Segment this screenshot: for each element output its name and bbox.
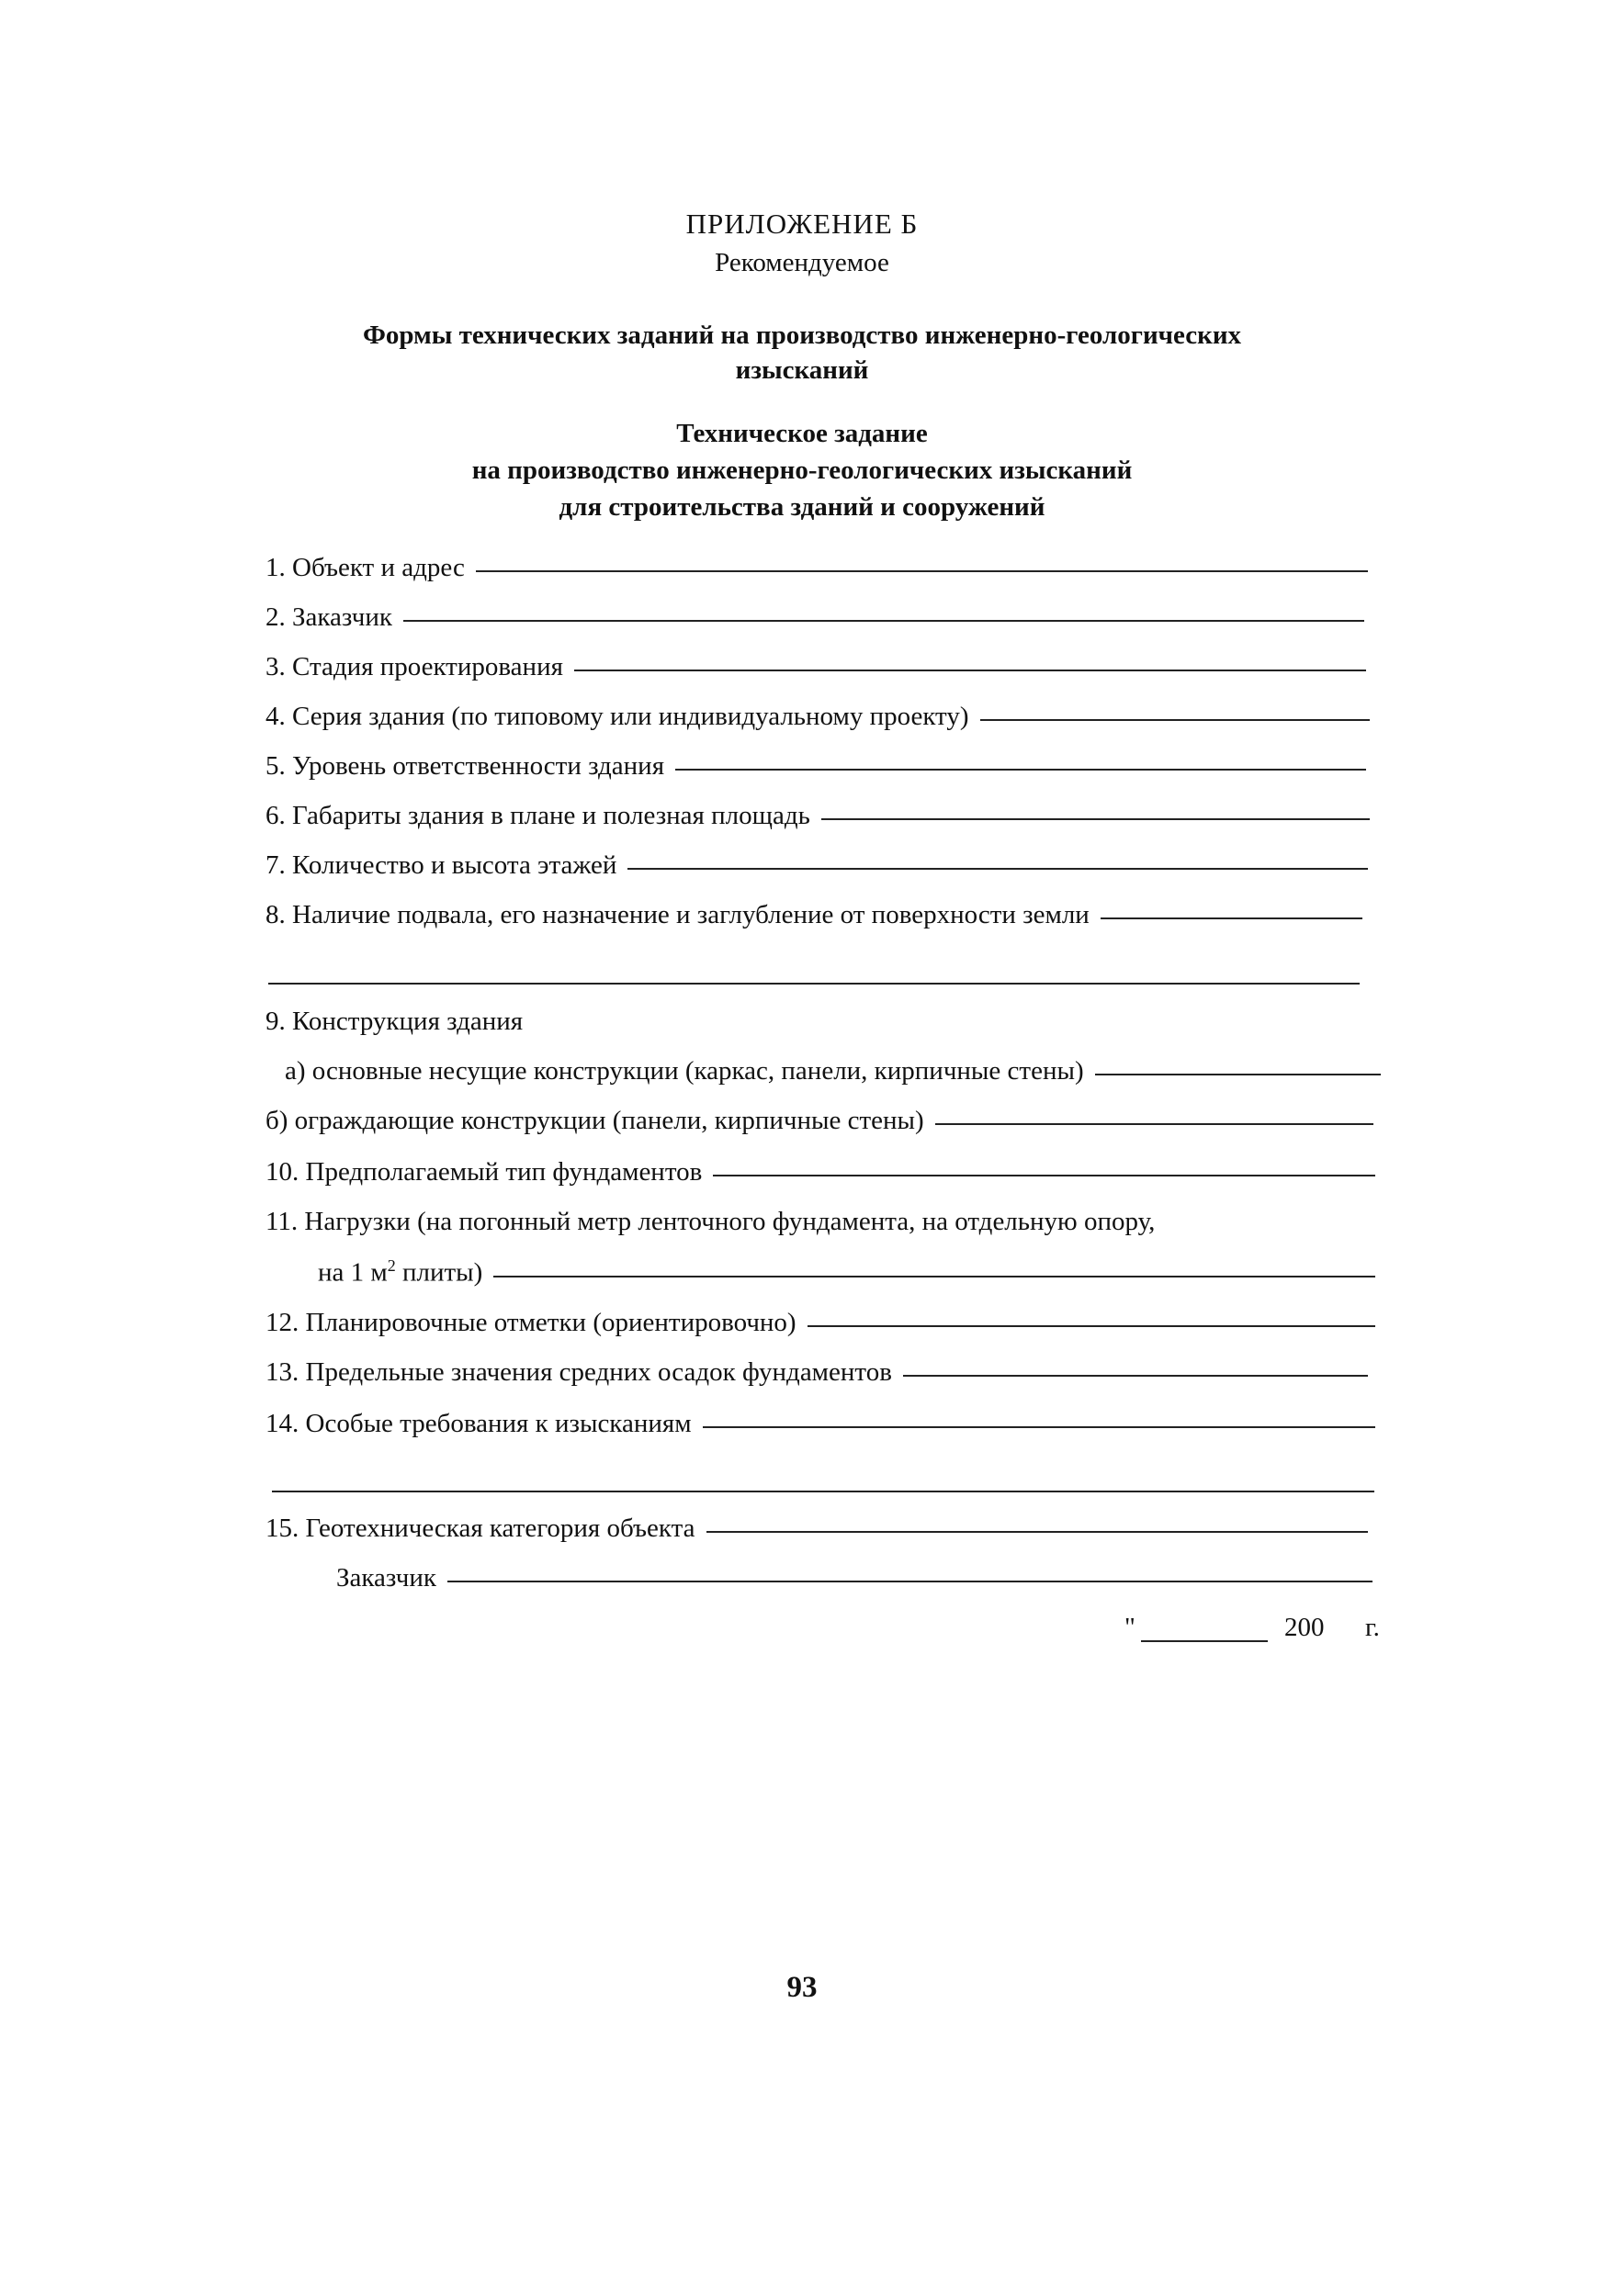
page-number: 93 <box>786 1971 818 2004</box>
field-enclosing <box>265 1106 1373 1136</box>
field-label-pre: на 1 м <box>318 1257 388 1288</box>
fill-line[interactable] <box>1095 1073 1381 1075</box>
field-label: 6. Габариты здания в плане и полезная площадь <box>265 801 810 830</box>
field-label: а) основные несущие конструкции (каркас, панели, кирпичные стены) <box>285 1056 1084 1086</box>
fill-line[interactable] <box>476 569 1368 572</box>
field-construction <box>265 1007 523 1037</box>
fill-line[interactable] <box>903 1374 1368 1377</box>
field-label-post: плиты) <box>395 1257 483 1288</box>
field-label: Заказчик <box>336 1563 436 1593</box>
fill-line[interactable] <box>935 1122 1373 1125</box>
tz-title-line3: для строительства зданий и сооружений <box>559 492 1045 522</box>
field-load-bearing <box>285 1056 1381 1086</box>
field-label: б) ограждающие конструкции (панели, кирпичные стены) <box>265 1106 924 1135</box>
field-geotechnical-category <box>265 1514 1368 1544</box>
field-label: 2. Заказчик <box>265 602 392 632</box>
superscript: 2 <box>387 1256 396 1275</box>
field-basement <box>265 900 1362 930</box>
field-floors <box>265 850 1368 881</box>
fill-line[interactable] <box>493 1275 1375 1277</box>
fill-line[interactable] <box>980 718 1371 721</box>
field-special-requirements <box>265 1409 1375 1439</box>
appendix-status: Рекомендуемое <box>715 248 889 277</box>
date-line <box>1124 1613 1391 1649</box>
forms-title <box>0 318 1604 388</box>
field-design-stage <box>265 652 1366 682</box>
fill-line[interactable] <box>627 867 1368 870</box>
field-label: 9. Конструкция здания <box>265 1007 524 1036</box>
forms-title-line2: изысканий <box>735 355 869 385</box>
fill-line[interactable] <box>675 768 1366 771</box>
forms-title-line1: Формы технических заданий на производство инженерно-геологических <box>362 321 1242 350</box>
field-loads <box>265 1207 1155 1237</box>
date-suffix: г. <box>1365 1613 1380 1642</box>
date-quote: " <box>1124 1613 1135 1642</box>
tz-title <box>0 415 1604 525</box>
field-responsibility-level <box>265 751 1366 782</box>
field-label: 4. Серия здания (по типовому или индивидуальному проекту) <box>265 702 969 731</box>
basement-extra-line[interactable] <box>268 983 1360 985</box>
fill-line[interactable] <box>808 1324 1375 1327</box>
field-label: 8. Наличие подвала, его назначение и заглубление от поверхности земли <box>265 900 1090 929</box>
fill-line[interactable] <box>403 619 1364 622</box>
field-customer-signature <box>336 1563 1372 1593</box>
field-label: 7. Количество и высота этажей <box>265 850 617 880</box>
field-foundation-type <box>265 1157 1375 1187</box>
field-label: 13. Предельные значения средних осадок фундаментов <box>265 1357 892 1387</box>
appendix-heading: ПРИЛОЖЕНИЕ Б <box>685 208 919 240</box>
field-settlement-limits <box>265 1357 1368 1388</box>
fill-line[interactable] <box>713 1174 1375 1176</box>
field-label: 11. Нагрузки (на погонный метр ленточного фундамента, на отдельную опору, <box>265 1207 1156 1236</box>
fill-line[interactable] <box>706 1530 1368 1533</box>
field-label: 14. Особые требования к изысканиям <box>265 1409 692 1438</box>
tz-title-line1: Техническое задание <box>676 419 928 448</box>
field-dimensions-area <box>265 801 1370 831</box>
fill-line[interactable] <box>574 669 1366 671</box>
field-loads-slab <box>318 1256 1375 1289</box>
fill-line[interactable] <box>1101 917 1362 919</box>
field-label: 5. Уровень ответственности здания <box>265 751 665 781</box>
field-label: 10. Предполагаемый тип фундаментов <box>265 1157 703 1187</box>
field-planning-marks <box>265 1308 1375 1338</box>
date-fill-line[interactable] <box>1141 1640 1268 1642</box>
field-label: 12. Планировочные отметки (ориентировочно) <box>265 1308 796 1337</box>
field-customer <box>265 602 1364 633</box>
field-label: 3. Стадия проектирования <box>265 652 563 681</box>
fill-line[interactable] <box>821 817 1370 820</box>
signature-line[interactable] <box>447 1580 1372 1582</box>
field-label <box>318 1256 482 1289</box>
field-object-address <box>265 553 1368 583</box>
field-label: 15. Геотехническая категория объекта <box>265 1514 695 1543</box>
field-label: 1. Объект и адрес <box>265 553 465 582</box>
date-year: 200 <box>1284 1613 1325 1642</box>
field-building-series <box>265 702 1370 732</box>
special-requirements-extra-line[interactable] <box>272 1491 1374 1492</box>
fill-line[interactable] <box>703 1425 1375 1428</box>
tz-title-line2: на производство инженерно-геологических изысканий <box>471 456 1133 485</box>
